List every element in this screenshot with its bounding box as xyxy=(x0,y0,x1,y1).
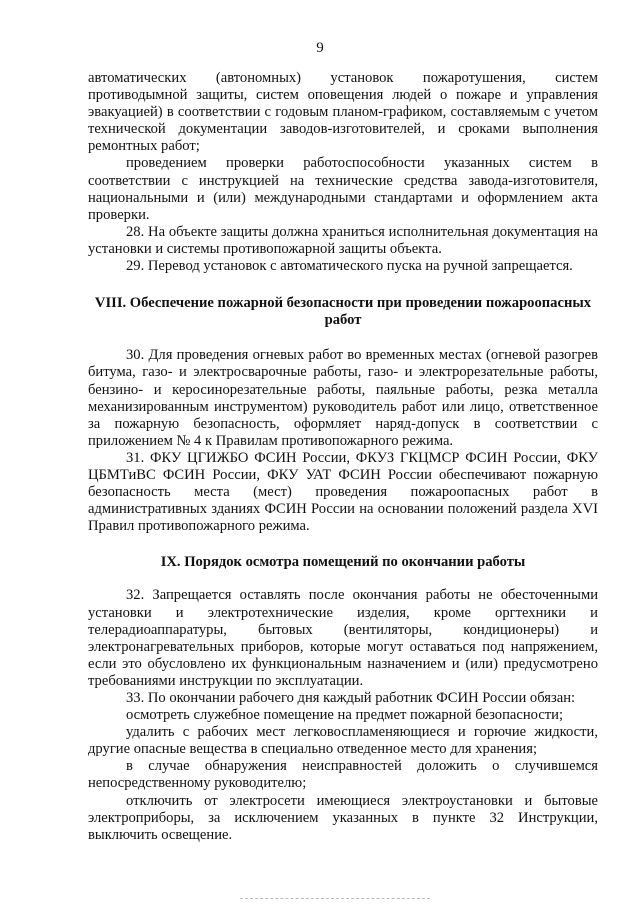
paragraph-continuation: автоматических (автономных) установок пожаротушения, систем противодымной защиты, систем оповещения людей о пожаре и управления эвакуацией) в соответствии с годовым планом-графиком, составляемым с учетом технической документации заводов-изготовителей, и сроками выполнения ремонтных работ; xyxy=(88,70,598,155)
paragraph-item-28: 28. На объекте защиты должна храниться исполнительная документация на установки и системы противопожарной защиты объекта. xyxy=(88,223,598,257)
section-heading-viii: VIII. Обеспечение пожарной безопасности при проведении пожароопасных работ xyxy=(94,295,592,329)
paragraph: проведением проверки работоспособности указанных систем в соответствии с инструкцией на технические средства завода-изготовителя, национальными и (или) международными стандартами и оформлением акта проверки. xyxy=(88,155,598,223)
page-number: 9 xyxy=(316,40,324,56)
list-item: осмотреть служебное помещение на предмет пожарной безопасности; xyxy=(126,707,564,724)
list-item: в случае обнаружения неисправностей доложить о случившемся непосредственному руководителю; xyxy=(88,758,598,792)
paragraph-item-31: 31. ФКУ ЦГИЖБО ФСИН России, ФКУЗ ГКЦМСР ФСИН России, ФКУ ЦБМТиВС ФСИН России, ФКУ УАТ ФСИН России обеспечивают пожарную безопасность места (мест) проведения пожароопасных работ в административных зданиях ФСИН России на основании положений раздела XVI Правил противопожарного режима. xyxy=(88,449,598,535)
paragraph-item-33: 33. По окончании рабочего дня каждый работник ФСИН России обязан: xyxy=(126,690,576,706)
section-heading-ix: IX. Порядок осмотра помещений по окончании работы xyxy=(160,554,526,571)
paragraph-item-32: 32. Запрещается оставлять после окончания работы не обесточенными установки и электротехнические изделия, кроме оргтехники и телерадиоаппаратуры, бытовых (вентиляторы, кондиционеры) и электронагревательных приборов, которые могут оставаться под напряжением, если это обусловлено их функциональным назначением и (или) предусмотрено требованиями инструкции по эксплуатации. xyxy=(88,587,598,689)
document-body xyxy=(88,70,598,844)
list-item: отключить от электросети имеющиеся электроустановки и бытовые электроприборы, за исключением указанных в пункте 32 Инструкции, выключить освещение. xyxy=(88,792,598,843)
paragraph-item-29: 29. Перевод установок с автоматического пуска на ручной запрещается. xyxy=(126,258,573,275)
paragraph-item-30: 30. Для проведения огневых работ во временных местах (огневой разогрев битума, газо- и электросварочные работы, газо- и электрорезательные работы, бензино- и керосинорезательные работы, паяльные работы, резка металла механизированным инструментом) руководитель работ или лицо, ответственное за пожарную безопасность, оформляет наряд-допуск в соответствии с приложением № 4 к Правилам противопожарного режима. xyxy=(88,347,598,449)
list-item: удалить с рабочих мест легковоспламеняющиеся и горючие жидкости, другие опасные вещества в специально отведенное место для хранения; xyxy=(88,724,598,758)
scan-artifact xyxy=(240,898,430,903)
